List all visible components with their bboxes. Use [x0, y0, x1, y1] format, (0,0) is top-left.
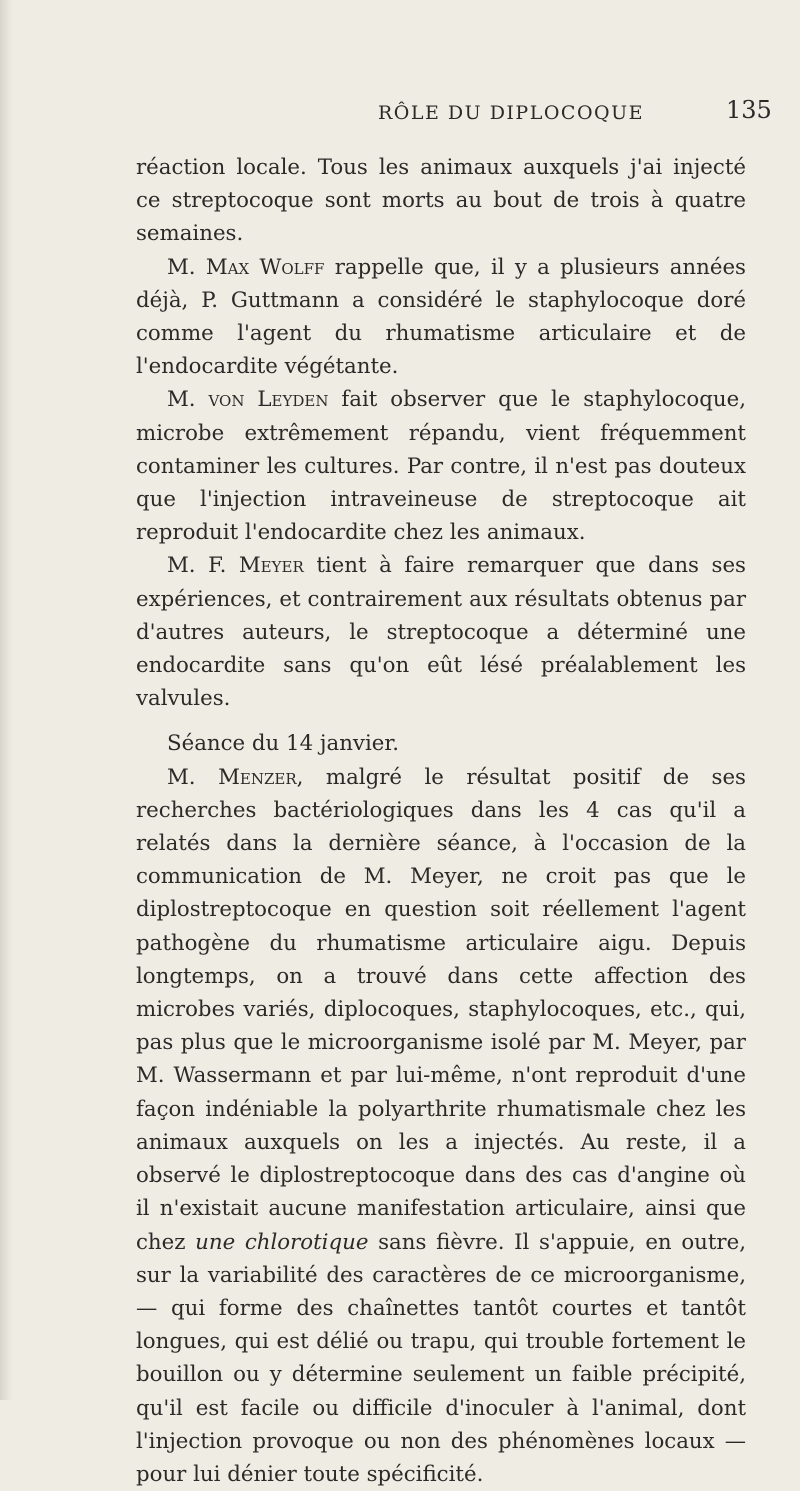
paragraph-3-text: fait observer que le staphylocoque, microbe extrêmement répandu, vient fréquemment contaminer les cultures. Par contre, il n'est pas douteux que l'injection intraveineuse de streptocoque ait reproduit l'endocardite chez les animaux. — [136, 387, 746, 546]
page-edge-shadow — [0, 0, 14, 1400]
author-name-wolff: Max Wolff — [205, 254, 325, 280]
paragraph-2 — [136, 251, 746, 384]
title-m: M. — [167, 387, 196, 413]
author-name-leyden: von Leyden — [208, 387, 329, 413]
paragraph-4 — [136, 549, 746, 715]
page-header — [0, 96, 800, 136]
running-head: RÔLE DU DIPLOCOQUE — [378, 102, 644, 124]
paragraph-5: M. Menzer, malgré le résultat positif de ses recherches bactériologiques dans les 4 cas qu'il a relatés dans la dernière séance, à l'occasion de la communication de M. Meyer, ne croit pas que le diplostreptocoque en question soit réellement l'agent pathogène du rhumatisme articulaire aigu. Depuis longtemps, on a trouvé dans cette affection des microbes variés, diplocoques, staphylocoques, etc., qui, pas plus que le microorganisme isolé par M. Meyer, par M. Wassermann et par lui-même, n'ont reproduit d'une façon indéniable la polyarthrite rhumatismale chez les animaux auxquels on les a injectés. Au reste, il a observé le diplostreptocoque dans des cas d'angine où il n'existait aucune manifestation articulaire, ainsi que chez une chlorotique sans fièvre. Il s'appuie, en outre, sur la variabilité des caractères de ce microorganisme, — qui forme des chaînettes tantôt courtes et tantôt longues, qui est délié ou trapu, qui trouble fortement le bouillon ou y détermine seulement un faible précipité, qu'il est facile ou difficile d'inoculer à l'animal, dont l'injection provoque ou non des phénomènes locaux — pour lui dénier toute spécificité. — [136, 764, 746, 1487]
title-m: M. — [167, 254, 196, 280]
title-m: M. — [167, 764, 196, 790]
author-name-menzer: Menzer — [218, 764, 297, 790]
author-name-meyer: Meyer — [238, 553, 304, 579]
paragraph-4-text: tient à faire remarquer que dans ses expériences, et contrairement aux résultats obtenus par d'autres auteurs, le streptocoque a déterminé une endocardite sans qu'on eût lésé préalablement les valvules. — [136, 553, 746, 712]
paragraph-2-text: rappelle que, il y a plusieurs années déjà, P. Guttmann a considéré le staphylocoque doré comme l'agent du rhumatisme articulaire et de l'endocardite végétante. — [136, 254, 746, 380]
paragraph-1-text: réaction locale. Tous les animaux auxquels j'ai injecté ce streptocoque sont morts au bout de trois à quatre semaines. — [136, 155, 746, 247]
paragraph-5-text-a: malgré le résultat positif de ses recherches bactériologiques dans les 4 cas qu'il a relatés dans la dernière séance, à l'occasion de la communication de M. Meyer, ne croit pas que le diplostreptocoque en question soit réellement l'agent pathogène du rhumatisme articulaire aigu. Depuis longtemps, on a trouvé dans cette affection des microbes variés, diplocoques, staphylocoques, etc., qui, pas plus que le microorganisme isolé par M. Meyer, par M. Wassermann et par lui-même, n'ont reproduit d'une façon indéniable la polyarthrite rhumatismale chez les animaux auxquels on les a injectés. Au reste, il a observé le diplostreptocoque dans des cas d'angine où il n'existait aucune manifestation articulaire, ainsi que chez — [136, 764, 746, 1255]
paragraph-1 — [136, 151, 746, 251]
body-text — [136, 151, 746, 1491]
page-number: 135 — [726, 96, 772, 124]
session-heading — [136, 727, 746, 760]
title-m-f: M. F. — [167, 553, 227, 579]
paragraph-5-text-b: sans fièvre. Il s'appuie, en outre, sur la variabilité des caractères de ce microorganisme, — qui forme des chaînettes tantôt courtes et tantôt longues, qui est délié ou trapu, qui trouble fortement le bouillon ou y détermine seulement un faible précipité, qu'il est facile ou difficile d'inoculer à l'animal, dont l'injection provoque ou non des phénomènes locaux — pour lui dénier toute spécificité. — [136, 1229, 746, 1487]
paragraph-3 — [136, 383, 746, 549]
session-date: Séance du 14 janvier. — [167, 731, 399, 757]
italic-phrase: une chlorotique — [195, 1229, 369, 1255]
